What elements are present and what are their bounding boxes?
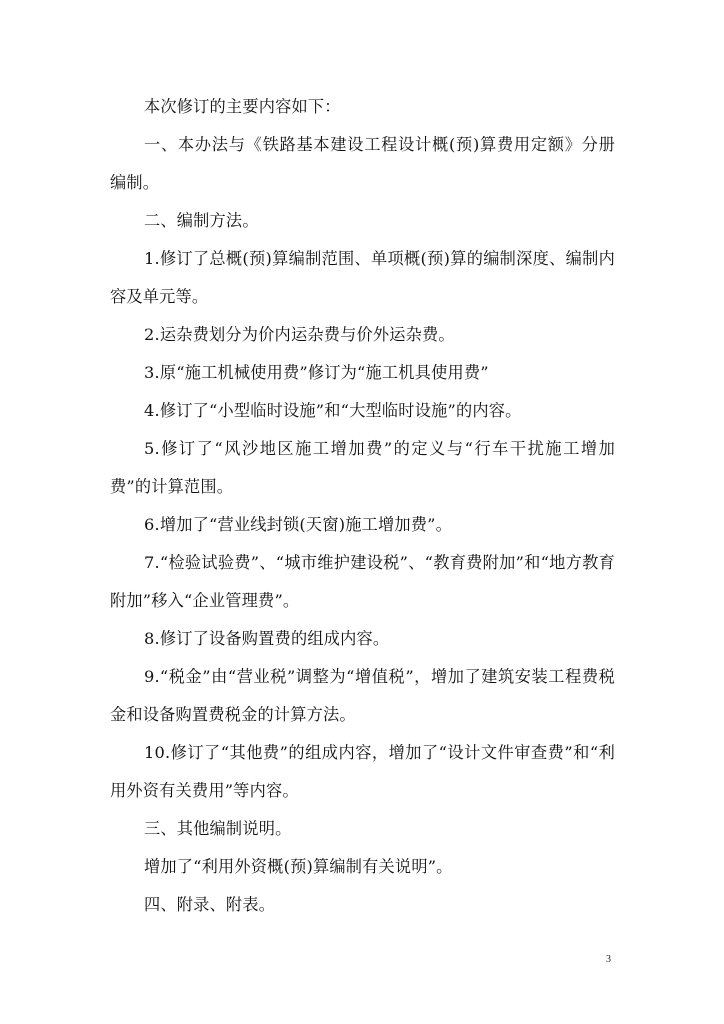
paragraph-item-2: 2.运杂费划分为价内运杂费与价外运杂费。 [144,325,455,344]
paragraph-section-3-heading: 三、其他编制说明。 [144,819,292,838]
paragraph-item-10: 10.修订了“其他费”的组成内容，增加了“设计文件审查费”和“利用外资有关费用”等内容。 [110,743,615,800]
paragraph-item-9: 9.“税金”由“营业税”调整为“增值税”，增加了建筑安装工程费税金和设备购置费税金的计算方法。 [110,667,615,724]
paragraph-item-3: 3.原“施工机械使用费”修订为“施工机具使用费” [144,363,489,382]
paragraph-section-4-heading: 四、附录、附表。 [144,895,276,914]
paragraph-item-6: 6.增加了“营业线封锁(天窗)施工增加费”。 [144,515,453,534]
paragraph-item-7: 7.“检验试验费”、“城市维护建设税”、“教育费附加”和“地方教育附加”移入“企业管理费”。 [110,553,615,610]
paragraph-intro: 本次修订的主要内容如下： [144,97,341,116]
paragraph-section-3-body: 增加了“利用外资概(预)算编制有关说明”。 [144,857,453,876]
page-number: 3 [606,954,611,965]
paragraph-item-5: 5.修订了“风沙地区施工增加费”的定义与“行车干扰施工增加费”的计算范围。 [110,439,615,496]
paragraph-item-8: 8.修订了设备购置费的组成内容。 [144,629,390,648]
document-body [110,88,615,924]
paragraph-item-4: 4.修订了“小型临时设施”和“大型临时设施”的内容。 [144,401,522,420]
paragraph-item-1: 1.修订了总概(预)算编制范围、单项概(预)算的编制深度、编制内容及单元等。 [110,249,615,306]
paragraph-section-2-heading: 二、编制方法。 [144,211,259,230]
paragraph-section-1: 一、本办法与《铁路基本建设工程设计概(预)算费用定额》分册编制。 [110,135,615,192]
